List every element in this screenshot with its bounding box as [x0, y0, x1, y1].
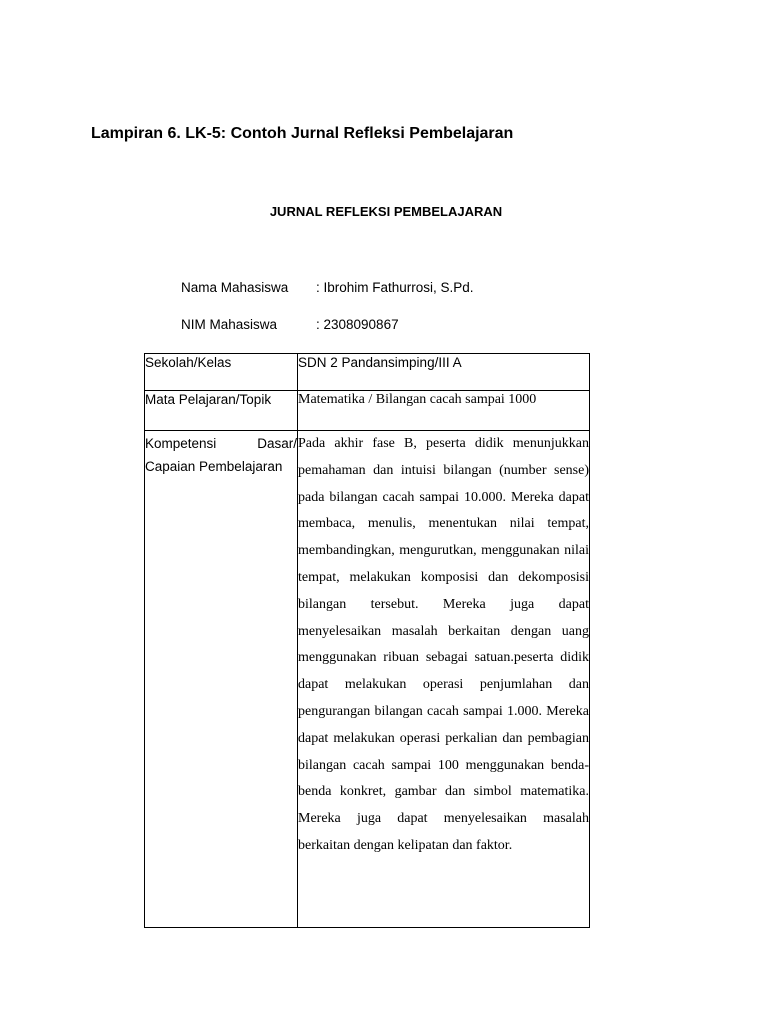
table-row-subject-topic [145, 391, 590, 431]
subject-topic-label: Mata Pelajaran/Topik [145, 391, 298, 431]
school-class-label: Sekolah/Kelas [145, 354, 298, 391]
table-row-school-class [145, 354, 590, 391]
table-row-competency [145, 431, 590, 928]
competency-value: Pada akhir fase B, peserta didik menunjukkan pemahaman dan intuisi bilangan (number sense) pada bilangan cacah sampai 10.000. Mereka dapat membaca, menulis, menentukan nilai tempat, membandingkan, mengurutkan, menggunakan nilai tempat, melakukan komposisi dan dekomposisi bilangan tersebut. Mereka juga dapat menyelesaikan masalah berkaitan dengan uang menggunakan ribuan sebagai satuan.peserta didik dapat melakukan operasi penjumlahan dan pengurangan bilangan cacah sampai 1.000. Mereka dapat melakukan operasi perkalian dan pembagian bilangan cacah sampai 100 menggunakan benda-benda konkret, gambar dan simbol matematika. Mereka juga dapat menyelesaikan masalah berkaitan dengan kelipatan dan faktor. [298, 431, 590, 928]
student-nim-label: NIM Mahasiswa [181, 317, 278, 332]
journal-table [144, 353, 590, 928]
school-class-value: SDN 2 Pandansimping/III A [298, 354, 590, 391]
subject-topic-value: Matematika / Bilangan cacah sampai 1000 [298, 391, 590, 431]
competency-label: Kompetensi Dasar/ Capaian Pembelajaran [145, 431, 298, 928]
journal-title: JURNAL REFLEKSI PEMBELAJARAN [269, 204, 503, 219]
appendix-title: Lampiran 6. LK-5: Contoh Jurnal Refleksi Pembelajaran [91, 125, 514, 142]
student-nim-value: : 2308090867 [316, 317, 399, 332]
student-name-label: Nama Mahasiswa [181, 280, 289, 295]
student-name-value: : Ibrohim Fathurrosi, S.Pd. [316, 280, 474, 295]
